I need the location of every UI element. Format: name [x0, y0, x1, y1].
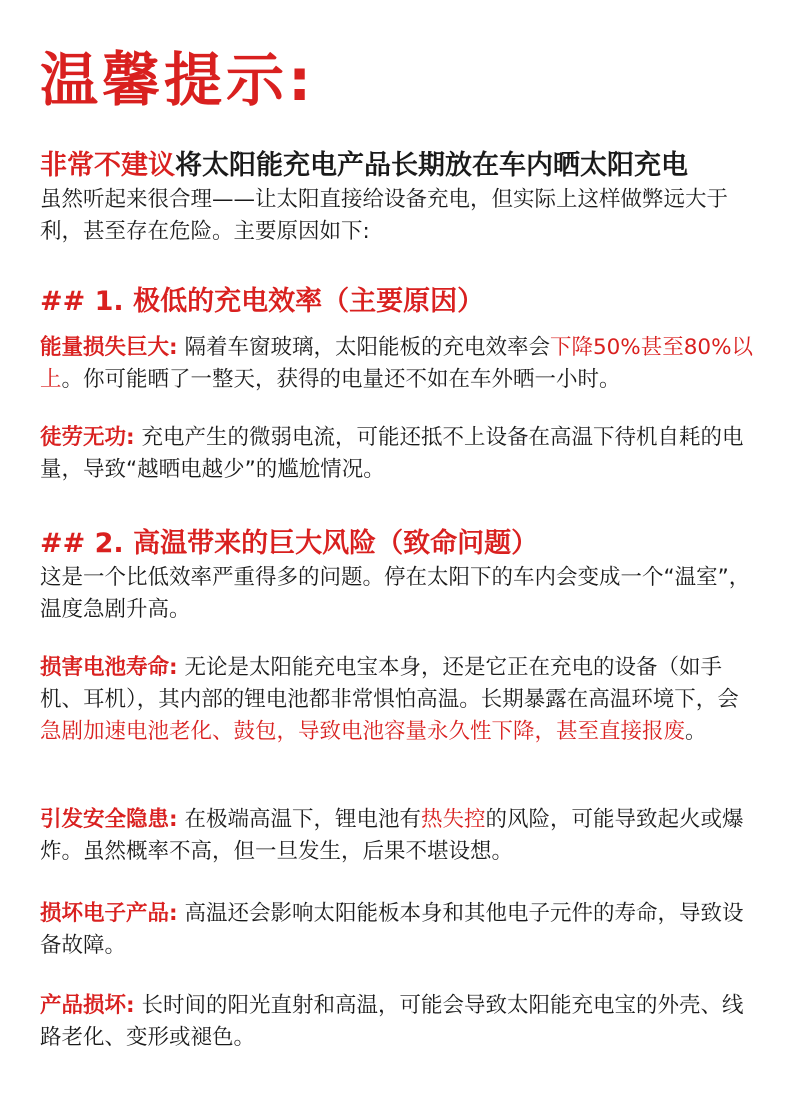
para-label: 能量损失巨大: — [40, 335, 178, 360]
page-title: 温馨提示: — [40, 46, 316, 114]
section1-paragraph-2 — [40, 422, 760, 486]
para-text: 隔着车窗玻璃，太阳能板的充电效率会 — [177, 335, 550, 360]
para-text: 。你可能晒了一整天，获得的电量还不如在车外晒一小时。 — [61, 367, 621, 392]
para-label: 引发安全隐患: — [40, 807, 178, 832]
para-label: 产品损坏: — [40, 993, 135, 1018]
para-highlight: 热失控 — [420, 807, 486, 832]
section2-heading: ## 2. 高温带来的巨大风险（致命问题） — [40, 528, 539, 559]
para-label: 徒劳无功: — [40, 425, 135, 450]
intro-paragraph: 虽然听起来很合理——让太阳直接给设备充电，但实际上这样做弊远大于利，甚至存在危险。主要原因如下: — [40, 187, 729, 244]
section1-paragraph-1 — [40, 332, 760, 396]
section2-paragraph-4 — [40, 990, 760, 1054]
para-text: 充电产生的微弱电流，可能还抵不上设备在高温下待机自耗的电量，导致“越晒电越少”的尴尬情况。 — [40, 425, 744, 482]
para-text: 的风险，可能导致起火或爆炸。虽然概率不高，但一旦发生，后果不堪设想。 — [40, 807, 744, 864]
para-text: 高温还会影响太阳能板本身和其他电子元件的寿命，导致设备故障。 — [40, 901, 744, 958]
lead-highlight: 非常不建议 — [40, 150, 175, 181]
section2-intro: 这是一个比低效率严重得多的问题。停在太阳下的车内会变成一个“温室”，温度急剧升高。 — [40, 565, 751, 622]
section2-paragraph-2 — [40, 804, 760, 868]
para-text: 。 — [685, 719, 707, 744]
lead-text: 将太阳能充电产品长期放在车内晒太阳充电 — [175, 150, 688, 181]
para-label: 损坏电子产品: — [40, 901, 178, 926]
section2-paragraph-3 — [40, 898, 760, 962]
para-label: 损害电池寿命: — [40, 655, 178, 680]
para-highlight: 下降50%甚至80%以上 — [40, 335, 754, 392]
section2-paragraph-1 — [40, 652, 760, 748]
section1-heading: ## 1. 极低的充电效率（主要原因） — [40, 286, 485, 317]
para-text: 无论是太阳能充电宝本身，还是它正在充电的设备（如手机、耳机），其内部的锂电池都非常惧怕高温。长期暴露在高温环境下，会 — [40, 655, 739, 712]
para-text: 长时间的阳光直射和高温，可能会导致太阳能充电宝的外壳、线路老化、变形或褪色。 — [40, 993, 744, 1050]
para-text: 在极端高温下，锂电池有 — [177, 807, 421, 832]
para-highlight: 急剧加速电池老化、鼓包，导致电池容量永久性下降，甚至直接报废 — [40, 719, 686, 744]
lead-statement — [40, 148, 760, 184]
